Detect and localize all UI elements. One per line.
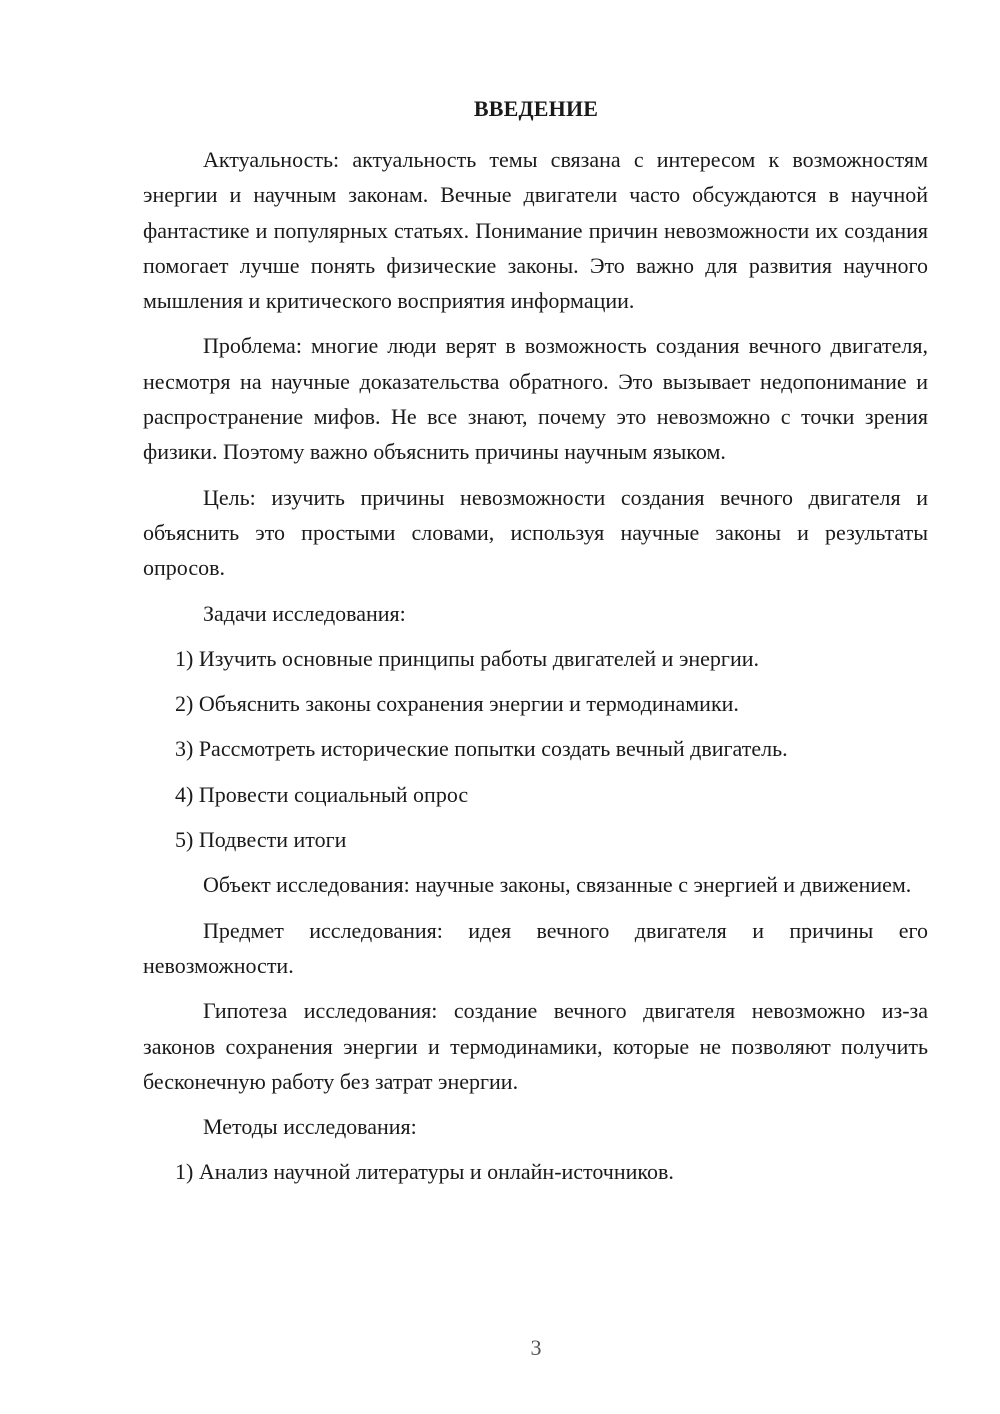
paragraph-object: Объект исследования: научные законы, связанные с энергией и движением. <box>203 872 912 898</box>
tasks-heading: Задачи исследования: <box>203 600 406 626</box>
methods-heading: Методы исследования: <box>203 1114 417 1140</box>
list-item: 1) Анализ научной литературы и онлайн-источников. <box>175 1159 674 1185</box>
page-number: 3 <box>530 1335 542 1360</box>
paragraph-hypothesis: Гипотеза исследования: создание вечного двигателя невозможно из-за законов сохранения энергии и термодинамики, которые не позволяют получить бесконечную работу без затрат энергии. <box>143 998 928 1094</box>
methods-list <box>143 1154 928 1199</box>
tasks-list <box>143 641 928 867</box>
list-item: 4) Провести социальный опрос <box>175 781 469 807</box>
list-item: 1) Изучить основные принципы работы двигателей и энергии. <box>175 645 759 671</box>
paragraph-relevance: Актуальность: актуальность темы связана с интересом к возможностям энергии и научным законам. Вечные двигатели часто обсуждаются в научной фантастике и популярных статьях. Понимание причин невозможности их создания помогает лучше понять физические законы. Это важно для развития научного мышления и критического восприятия информации. <box>143 147 928 314</box>
paragraph-subject: Предмет исследования: идея вечного двигателя и причины его невозможности. <box>143 917 928 978</box>
paragraph-goal: Цель: изучить причины невозможности создания вечного двигателя и объяснить это простыми словами, используя научные законы и результаты опросов. <box>143 484 928 581</box>
list-item: 2) Объяснить законы сохранения энергии и термодинамики. <box>175 691 739 717</box>
list-item: 3) Рассмотреть исторические попытки создать вечный двигатель. <box>175 736 788 762</box>
paragraph-problem: Проблема: многие люди верят в возможность создания вечного двигателя, несмотря на научные доказательства обратного. Это вызывает недопонимание и распространение мифов. Не все знают, почему это невозможно с точки зрения физики. Поэтому важно объяснить причины научным языком. <box>143 333 928 465</box>
list-item: 5) Подвести итоги <box>175 827 347 853</box>
page-title: ВВЕДЕНИЕ <box>473 96 599 121</box>
body-content <box>143 142 928 1200</box>
